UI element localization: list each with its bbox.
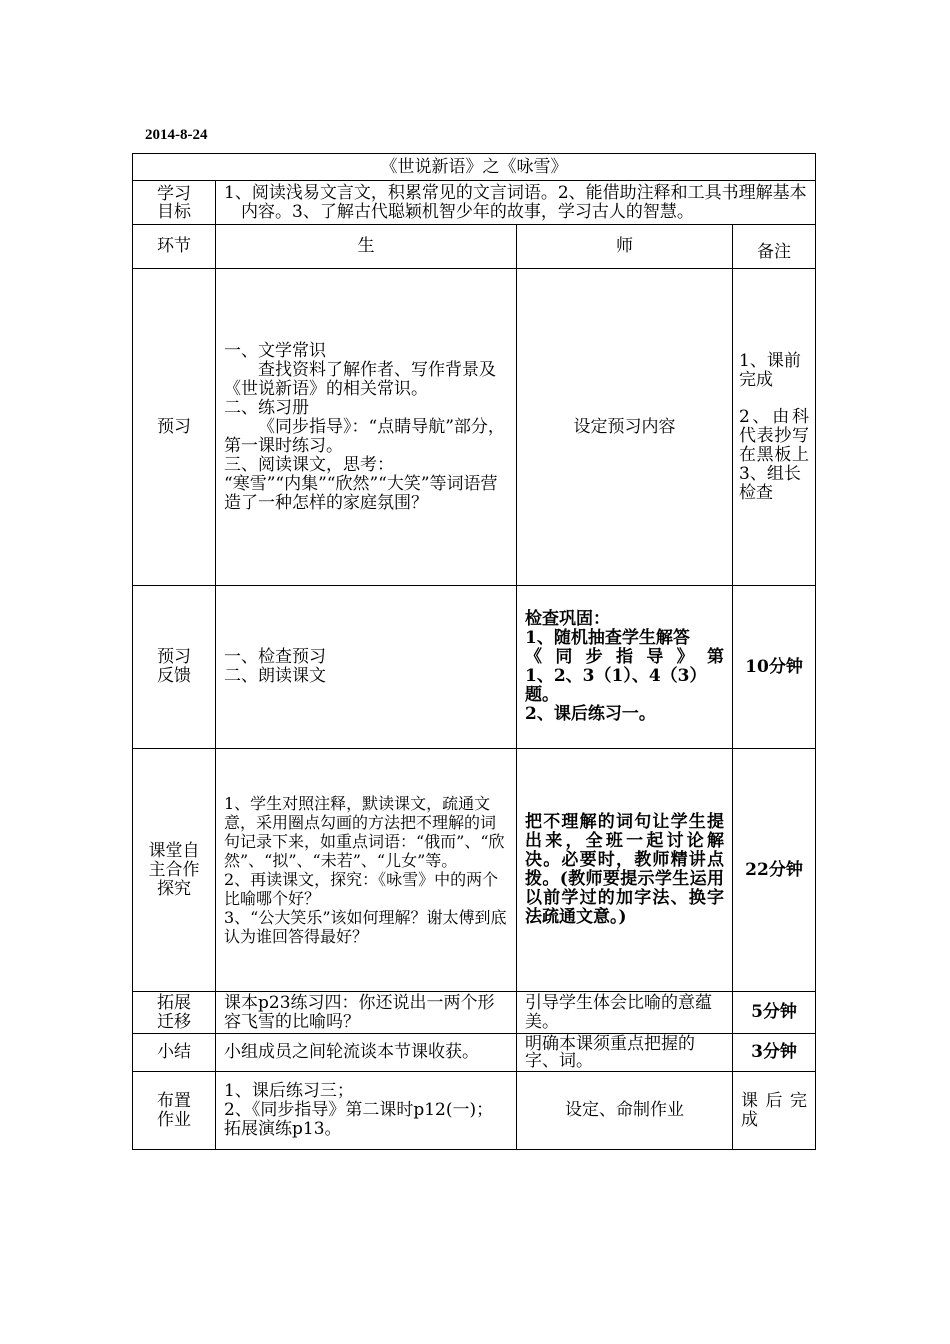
stage-homework: 布置作业	[133, 1072, 216, 1150]
feedback-t-4: 1、2、3（1）、4（3）题。	[525, 666, 707, 705]
preview-line-4: 《同步指导》：“点睛导航”部分，第一课时练习。	[224, 416, 505, 456]
teacher-extend: 引导学生体会比喻的意蕴美。	[517, 992, 733, 1034]
student-homework	[216, 1072, 517, 1150]
preview-line-6: “寒雪”“内集”“欣然”“大笑”等词语营造了一种怎样的家庭氛围？	[224, 473, 498, 513]
row-extend	[133, 992, 816, 1034]
feedback-line-2: 二、朗读课文	[224, 666, 326, 686]
note-preview-2: 2、由科代表抄写在黑板上	[739, 406, 809, 465]
header-student: 生	[216, 225, 517, 269]
note-preview-3: 3、组长检查	[739, 463, 801, 503]
explore-line-1: 1、学生对照注释，默读课文，疏通文意，采用圈点勾画的方法把不理解的词句记录下来，如重点词语：“俄而”、“欣然”、“拟”、“未若”、“儿女”等。	[224, 794, 505, 870]
feedback-t-2: 1、随机抽查学生解答	[525, 628, 690, 648]
note-preview-1: 1、课前完成	[739, 350, 801, 390]
explore-line-3: 3、“公大笑乐”该如何理解？谢太傅到底认为谁回答得最好？	[224, 908, 507, 946]
header-stage: 环节	[133, 225, 216, 269]
teacher-summary: 明确本课须重点把握的字、词。	[517, 1034, 733, 1072]
stage-preview: 预习	[133, 269, 216, 586]
teacher-homework: 设定、命制作业	[517, 1072, 733, 1150]
note-preview	[733, 269, 816, 586]
row-preview	[133, 269, 816, 586]
stage-summary: 小结	[133, 1034, 216, 1072]
student-summary: 小组成员之间轮流谈本节课收获。	[216, 1034, 517, 1072]
student-preview	[216, 269, 517, 586]
homework-line-2: 2、《同步指导》第二课时p12(一)；拓展演练p13。	[224, 1100, 494, 1139]
goals-text	[216, 181, 816, 225]
row-homework	[133, 1072, 816, 1150]
teacher-feedback	[517, 586, 733, 749]
header-note: 备注	[733, 225, 816, 269]
explore-teacher-text: 把不理解的词句让学生提出来，全班一起讨论解决。必要时，教师精讲点拨。(教师要提示学生运用以前学过的加字法、换字法疏通文意。)	[525, 812, 724, 927]
goals-row	[133, 181, 816, 225]
title-row	[133, 154, 816, 181]
preview-line-2: 查找资料了解作者、写作背景及《世说新语》的相关常识。	[224, 359, 496, 399]
teacher-preview: 设定预习内容	[517, 269, 733, 586]
document-date: 2014-8-24	[145, 127, 208, 143]
lesson-title: 《世说新语》之《咏雪》	[133, 154, 816, 181]
row-feedback	[133, 586, 816, 749]
student-feedback	[216, 586, 517, 749]
homework-note: 课后完成	[741, 1090, 807, 1130]
row-summary	[133, 1034, 816, 1072]
stage-extend: 拓展迁移	[133, 992, 216, 1034]
student-explore	[216, 749, 517, 992]
preview-line-5: 三、阅读课文，思考：	[224, 454, 394, 475]
note-feedback: 10分钟	[733, 586, 816, 749]
note-explore: 22分钟	[733, 749, 816, 992]
header-row	[133, 225, 816, 269]
stage-feedback: 预习反馈	[133, 586, 216, 749]
teacher-explore	[517, 749, 733, 992]
student-extend: 课本p23练习四：你还说出一两个形容飞雪的比喻吗？	[216, 992, 517, 1034]
header-teacher: 师	[517, 225, 733, 269]
lesson-plan-table	[132, 153, 816, 1150]
note-homework	[733, 1072, 816, 1150]
goals-content: 1、阅读浅易文言文，积累常见的文言词语。2、能借助注释和工具书理解基本内容。3、了解古代聪颖机智少年的故事，学习古人的智慧。	[224, 182, 807, 222]
note-extend: 5分钟	[733, 992, 816, 1034]
stage-explore: 课堂自主合作探究	[133, 749, 216, 992]
note-summary: 3分钟	[733, 1034, 816, 1072]
feedback-line-1: 一、检查预习	[224, 647, 326, 667]
feedback-t-1: 检查巩固：	[525, 609, 610, 629]
preview-line-3: 二、练习册	[224, 397, 309, 418]
explore-line-2: 2、再读课文，探究：《咏雪》中的两个比喻哪个好？	[224, 870, 499, 908]
feedback-t-3: 《同步指导》第	[525, 647, 724, 667]
row-explore	[133, 749, 816, 992]
feedback-t-5: 2、课后练习一。	[525, 704, 656, 724]
homework-line-1: 1、课后练习三；	[224, 1081, 354, 1101]
preview-line-1: 一、文学常识	[224, 340, 326, 361]
goals-label: 学习目标	[133, 181, 216, 225]
